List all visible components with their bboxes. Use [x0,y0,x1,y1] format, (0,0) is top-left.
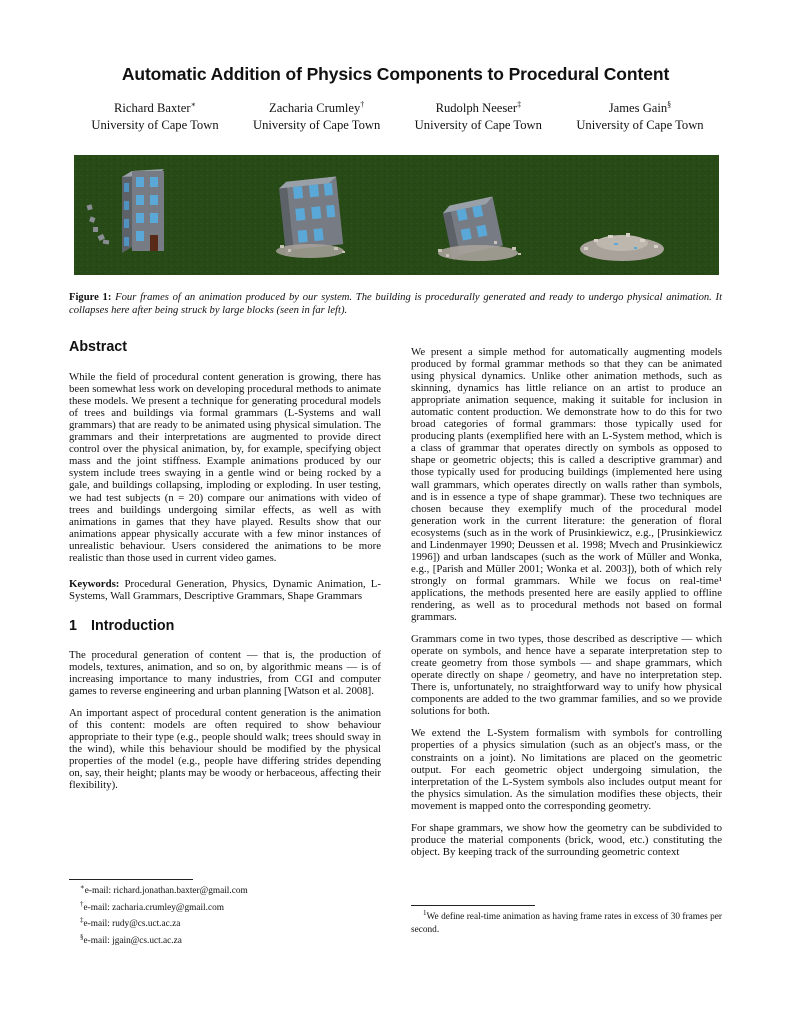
abstract-heading: Abstract [69,339,127,355]
footnote: §e-mail: jgain@cs.uct.ac.za [80,933,182,947]
footnote-rule-left [69,879,193,880]
footnote: ∗e-mail: richard.jonathan.baxter@gmail.com [80,883,248,897]
footnote: †e-mail: zacharia.crumley@gmail.com [80,899,224,913]
author-mark: † [360,100,365,109]
keywords-text: Procedural Generation, Physics, Dynamic Animation, L-Systems, Wall Grammars, Descriptive Grammars, Shape Grammars [69,577,381,602]
keywords-label: Keywords: [69,577,120,590]
body-paragraph-2: Grammars come in two types, those described as descriptive — which operate on symbols, and hence have a separate interpretation step to create geometry from those symbols — and shape grammars, which operate directly on shape / geometry, and have no interpretation step. There is, unfortunately, no straightforward way to unify how physical components are added to the two grammar families, and so we provide solutions for both. [411,633,722,718]
footnote-rule-right [411,905,535,906]
author-affiliation: University of Cape Town [576,118,704,133]
author-name: Richard Baxter [113,101,191,116]
figure-label: Figure 1: [69,292,112,303]
footnotes-left [80,881,380,948]
author-mark: ∗ [190,100,197,109]
body-paragraph-1: We present a simple method for automatically augmenting models produced by formal grammar methods so that they can be animated using physical dynamics. Unlike other animation methods, such as skinning, dynamics has little reliance on an artist to produce an appropriate animation sequence, making it suitable for inclusion in automatic content production. We demonstrate how to do this for two broad categories of formal grammars: those typically used for producing plants (exemplified here with an L-System method, which is a class of grammar that operates directly on symbols as opposed to shape or geometric objects; this is called a descriptive grammar) and those typically used for producing buildings (implemented here using wall grammars, which operates directly on walls rather than symbols, and is in essence a type of shape grammar). These two techniques are chosen because they exemplify much of the procedural model generation work in the current literature: the generation of floral ecosystems (such as in the work of Prusinkiewicz, e.g., [Prusinkiewicz and Lindenmayer 1990; Deussen et al. 1998; Mvech and Prusinkiewicz 1996]) and urban landscapes (such as the work of Müller and Wonka, e.g., [Parish and Müller 2001; Wonka et al. 2003]), both of which rely strongly on formal grammars. While we focus on real-time¹ applications, the methods presented here are easily applied to offline rendering, as well as to procedural methods not based on formal grammars. [411,346,722,624]
abstract-paragraph: While the field of procedural content generation is growing, there has been somewhat less work on developing procedural methods to animate these models. We present a technique for generating procedural models of trees and buildings via formal grammars (L-Systems and wall grammars) that are ready to be animated using physical simulation. The grammars and their interpretations are augmented to provide direct control over the physical animation, by, for example, specifying object mass and the joint stiffness. Example animations produced by our system include trees swaying in a gentle wind or being rocked by a gale, and buildings collapsing, imploding or exploding. In user testing, we had test subjects (n = 20) compare our animations with video of trees and buildings undergoing similar effects, as well as with animations in games that they have played. Results show that our animations appear physically accurate with a few minor instances of unrealistic behaviour. Users considered the animations to be more realistic than those used in current video games. [69,371,381,564]
author-mark: § [667,100,672,109]
right-column [411,346,722,868]
author-name: Zacharia Crumley [269,101,361,116]
author-block [75,96,235,134]
author-name: Rudolph Neeser [435,101,518,116]
section-heading-introduction [69,617,381,634]
teaser-figure [74,155,719,275]
author-list [75,96,720,134]
figure-caption-text: Four frames of an animation produced by our system. The building is procedurally generated and ready to undergo physical animation. It collapses here after being struck by large blocks (seen in far left). [69,292,723,316]
paper-title: Automatic Addition of Physics Components to Procedural Content [121,64,670,84]
author-mark: ‡ [517,100,522,109]
author-block [560,96,720,134]
body-paragraph-4: For shape grammars, we show how the geometry can be subdivided to produce the material components (brick, wood, etc.) constituting the object. By keeping track of the surrounding geometric context [411,821,722,858]
figure-caption [69,291,722,317]
intro-paragraph-2: An important aspect of procedural content generation is the animation of this content: models are often required to show behaviour appropriate to their type (e.g., people should walk; trees should sway in the wind), while this behaviour should be modified by the physical properties of the model (e.g., people have differing strides depending on, say, their height; plants may be woody or herbaceous, affecting their flexibility). [69,707,381,792]
author-name: James Gain [608,101,668,116]
section-number: 1 [69,617,77,634]
section-title: Introduction [91,617,175,634]
author-affiliation: University of Cape Town [253,118,381,133]
keywords [69,578,381,602]
left-column [69,341,381,801]
author-block [398,96,558,134]
author-affiliation: University of Cape Town [414,118,542,133]
footnote: ‡e-mail: rudy@cs.uct.ac.za [80,916,181,930]
author-affiliation: University of Cape Town [91,118,219,133]
footnote-mark: 1 [423,909,427,917]
footnote-text: We define real-time animation as having frame rates in excess of 30 frames per second. [411,912,722,935]
footnote-right [411,907,722,936]
body-paragraph-3: We extend the L-System formalism with symbols for controlling properties of a physics simulation (such as an object's mass, or the constraints on a joint). No limitations are placed on the geometric output. For each geometric object undergoing simulation, the interpretation of the L-System symbols also includes output meant for the physics simulation. As the simulation modifies these objects, their movement is mapped onto the corresponding geometry. [411,727,722,812]
intro-paragraph-1: The procedural generation of content — that is, the production of models, textures, animation, and so on, by algorithmic means — is of increasing importance to many industries, from CGI and computer games to reverse engineering and urban planning [Watson et al. 2008]. [69,648,381,698]
author-block [237,96,397,134]
